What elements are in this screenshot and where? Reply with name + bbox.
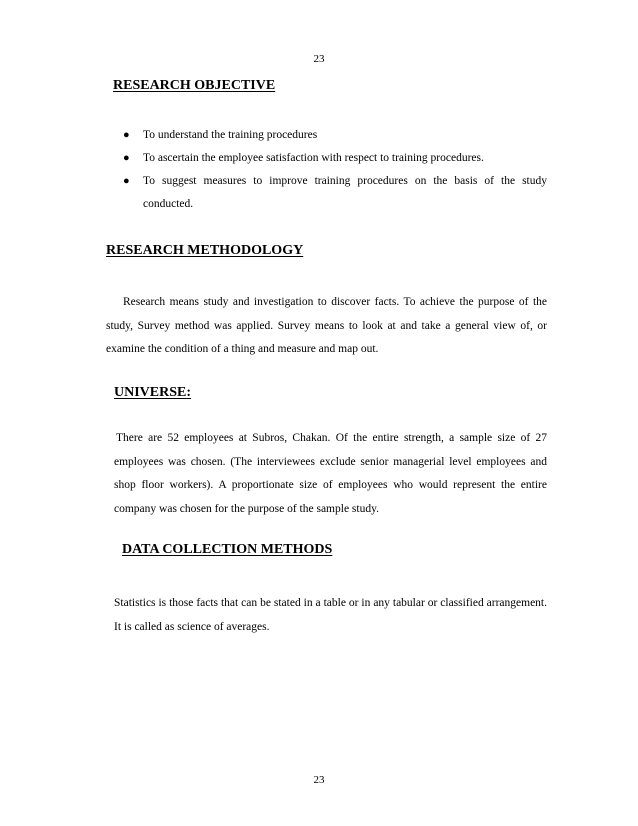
research-methodology-paragraph: Research means study and investigation to discover facts. To achieve the purpose of the study, Survey method was applied. Survey means to look at and take a general view of, or examine the condition of a thing and measure and map out. (106, 296, 547, 355)
list-item-text: To ascertain the employee satisfaction with respect to training procedures. (143, 152, 484, 164)
research-methodology-heading: RESEARCH METHODOLOGY (106, 243, 304, 258)
page-number-bottom: 23 (313, 774, 325, 786)
data-collection-heading: DATA COLLECTION METHODS (122, 542, 333, 557)
list-item (121, 124, 547, 147)
universe-heading-text: UNIVERSE (114, 385, 187, 400)
bullet-icon: ● (123, 129, 130, 141)
page-number-top: 23 (313, 53, 325, 65)
bullet-icon: ● (123, 175, 130, 187)
universe-heading (114, 384, 191, 402)
universe-paragraph: There are 52 employees at Subros, Chakan. Of the entire strength, a sample size of 27 employees was chosen. (The interviewees exclude senior managerial level employees and shop floor workers). A proportionate size of employees who would represent the entire company was chosen for the purpose of the sample study. (114, 432, 547, 515)
data-collection-paragraph: Statistics is those facts that can be stated in a table or in any tabular or classified arrangement. It is called as science of averages. (114, 597, 547, 633)
research-objective-heading: RESEARCH OBJECTIVE (113, 78, 276, 93)
bullet-icon: ● (123, 152, 130, 164)
list-item (121, 147, 547, 170)
universe-heading-colon: : (186, 385, 192, 400)
research-objective-list (121, 124, 547, 216)
list-item-text: To understand the training procedures (143, 129, 318, 141)
list-item-text: To suggest measures to improve training procedures on the basis of the study conducted. (143, 175, 547, 210)
list-item (121, 170, 547, 216)
